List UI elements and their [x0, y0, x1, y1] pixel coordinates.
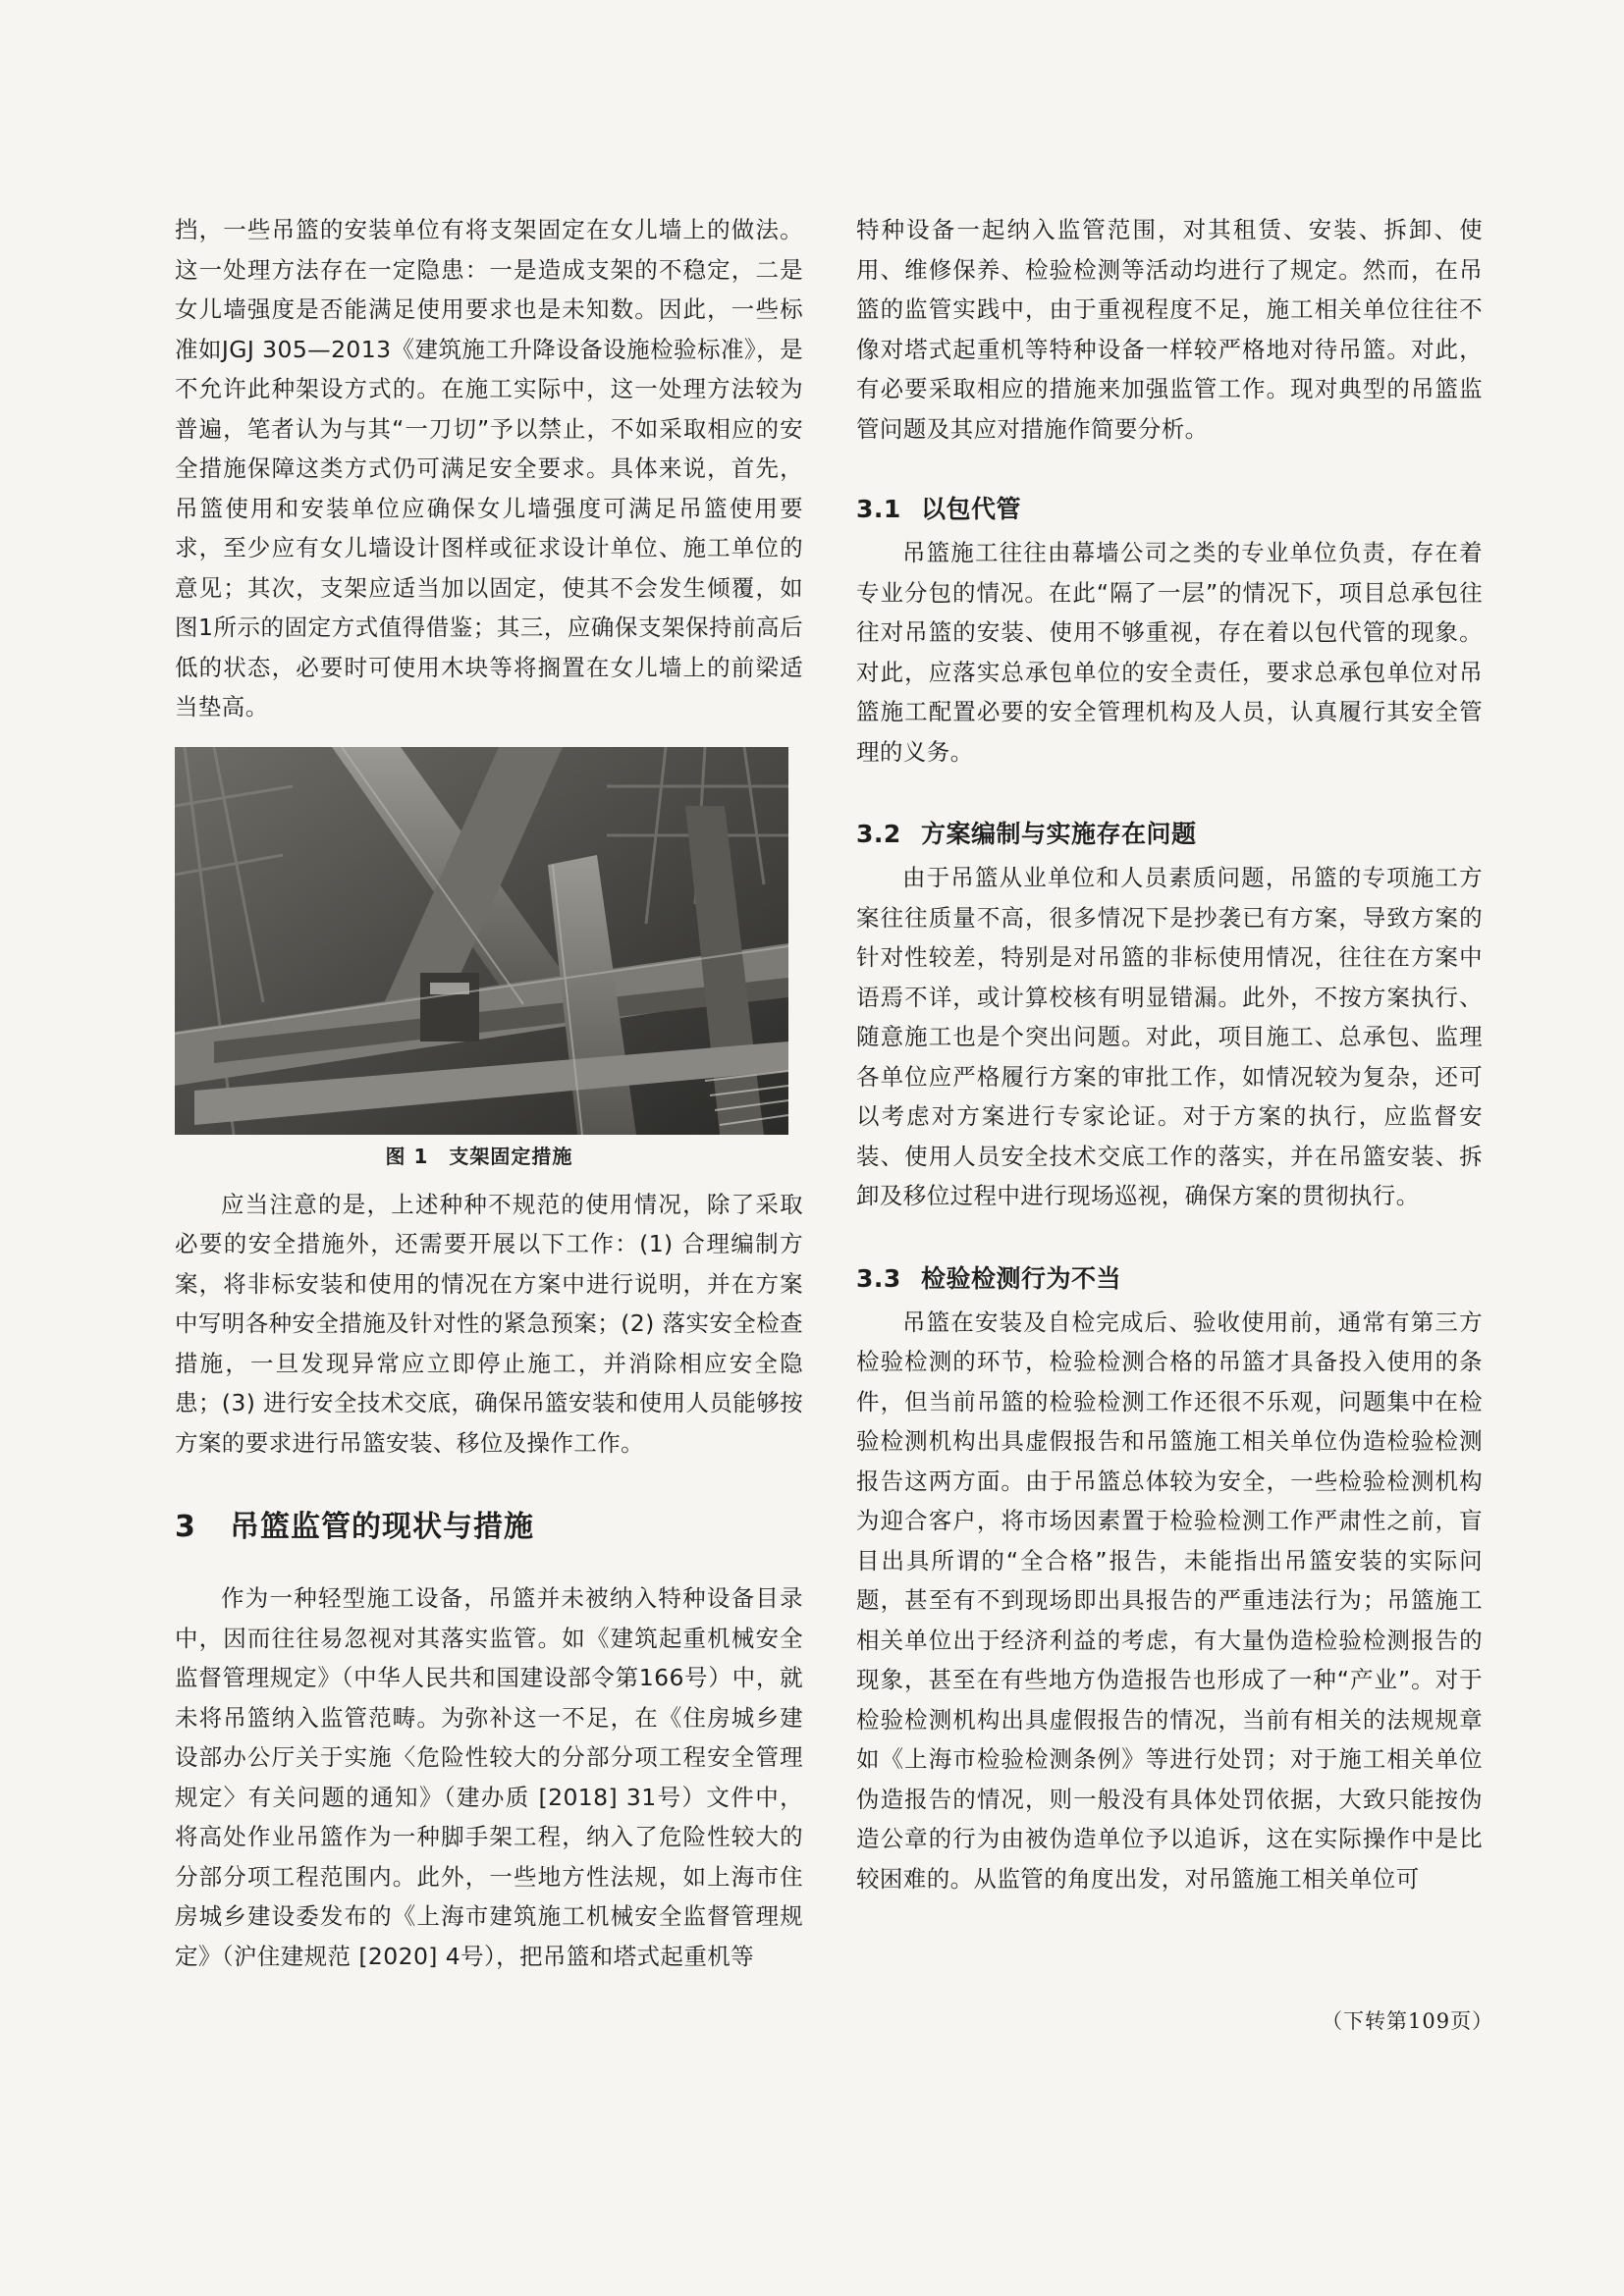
subsection-3-3-heading: [856, 1259, 1483, 1295]
figure-1-photo: [175, 747, 788, 1135]
body-paragraph: 应当注意的是，上述种种不规范的使用情况，除了采取必要的安全措施外，还需要开展以下工作：(1) 合理编制方案，将非标安装和使用的情况在方案中进行说明，并在方案中写明各种安全措施及针对性的紧急预案；(2) 落实安全检查措施，一旦发现异常应立即停止施工，并消除相应安全隐患；(3) 进行安全技术交底，确保吊篮安装和使用人员能够按方案的要求进行吊篮安装、移位及操作工作。: [175, 1190, 803, 1457]
body-paragraph: 挡，一些吊篮的安装单位有将支架固定在女儿墙上的做法。这一处理方法存在一定隐患：一是造成支架的不稳定，二是女儿墙强度是否能满足使用要求也是未知数。因此，一些标准如JGJ 305—2013《建筑施工升降设备设施检验标准》，是不允许此种架设方式的。在施工实际中，这一处理方法较为普遍，笔者认为与其“一刀切”予以禁止，不如采取相应的安全措施保障这类方式仍可满足安全要求。具体来说，首先，吊篮使用和安装单位应确保女儿墙强度可满足吊篮使用要求，至少应有女儿墙设计图样或征求设计单位、施工单位的意见；其次，支架应适当加以固定，使其不会发生倾覆，如图1所示的固定方式值得借鉴；其三，应确保支架保持前高后低的状态，必要时可使用木块等将搁置在女儿墙上的前梁适当垫高。: [175, 216, 803, 721]
subsection-number: 3.1: [856, 495, 901, 523]
subsection-title: 检验检测行为不当: [921, 1263, 1122, 1293]
body-paragraph: 特种设备一起纳入监管范围，对其租赁、安装、拆卸、使用、维修保养、检验检测等活动均进行了规定。然而，在吊篮的监管实践中，由于重视程度不足，施工相关单位往往不像对塔式起重机等特种设备一样较严格地对待吊篮。对此，有必要采取相应的措施来加强监管工作。现对典型的吊篮监管问题及其应对措施作简要分析。: [856, 216, 1483, 443]
section-number: 3: [175, 1510, 196, 1544]
section-title: 吊篮监管的现状与措施: [230, 1510, 534, 1544]
continued-note: （下转第109页）: [1322, 2009, 1494, 2033]
subsection-3-1-heading: [856, 490, 1483, 525]
figure-1: [175, 747, 803, 1169]
subsection-title: 方案编制与实施存在问题: [921, 820, 1197, 848]
subsection-title: 以包代管: [921, 495, 1022, 523]
section-3-heading: [175, 1502, 803, 1545]
left-column: [175, 210, 803, 1976]
subsection-number: 3.2: [856, 820, 901, 848]
steel-frame-photo: [175, 747, 788, 1135]
right-column: [856, 210, 1483, 1898]
body-paragraph: 吊篮在安装及自检完成后、验收使用前，通常有第三方检验检测的环节，检验检测合格的吊篮才具备投入使用的条件，但当前吊篮的检验检测工作还很不乐观，问题集中在检验检测机构出具虚假报告和吊篮施工相关单位伪造检验检测报告这两方面。由于吊篮总体较为安全，一些检验检测机构为迎合客户，将市场因素置于检验检测工作严肃性之前，盲目出具所谓的“全合格”报告，未能指出吊篮安装的实际问题，甚至有不到现场即出具报告的严重违法行为；吊篮施工相关单位出于经济利益的考虑，有大量伪造检验检测报告的现象，甚至在有些地方伪造报告也形成了一种“产业”。对于检验检测机构出具虚假报告的情况，当前有相关的法规规章如《上海市检验检测条例》等进行处罚；对于施工相关单位伪造报告的情况，则一般没有具体处罚依据，大致只能按伪造公章的行为由被伪造单位予以追诉，这在实际操作中是比较困难的。从监管的角度出发，对吊篮施工相关单位可: [856, 1308, 1483, 1893]
figure-1-caption: 图 1 支架固定措施: [385, 1144, 573, 1168]
body-paragraph: 吊篮施工往往由幕墙公司之类的专业单位负责，存在着专业分包的情况。在此“隔了一层”的情况下，项目总承包往往对吊篮的安装、使用不够重视，存在着以包代管的现象。对此，应落实总承包单位的安全责任，要求总承包单位对吊篮施工配置必要的安全管理机构及人员，认真履行其安全管理的义务。: [856, 539, 1483, 766]
subsection-3-2-heading: [856, 815, 1483, 850]
subsection-number: 3.3: [856, 1263, 901, 1293]
body-paragraph: 作为一种轻型施工设备，吊篮并未被纳入特种设备目录中，因而往往易忽视对其落实监管。如《建筑起重机械安全监督管理规定》（中华人民共和国建设部令第166号）中，就未将吊篮纳入监管范畴。为弥补这一不足，在《住房城乡建设部办公厅关于实施〈危险性较大的分部分项工程安全管理规定〉有关问题的通知》（建办质 [2018] 31号）文件中，将高处作业吊篮作为一种脚手架工程，纳入了危险性较大的分部分项工程范围内。此外，一些地方性法规，如上海市住房城乡建设委发布的《上海市建筑施工机械安全监督管理规定》（沪住建规范 [2020] 4号），把吊篮和塔式起重机等: [175, 1584, 803, 1970]
body-paragraph: 由于吊篮从业单位和人员素质问题，吊篮的专项施工方案往往质量不高，很多情况下是抄袭已有方案，导致方案的针对性较差，特别是对吊篮的非标使用情况，往往在方案中语焉不详，或计算校核有明显错漏。此外，不按方案执行、随意施工也是个突出问题。对此，项目施工、总承包、监理各单位应严格履行方案的审批工作，如情况较为复杂，还可以考虑对方案进行专家论证。对于方案的执行，应监督安装、使用人员安全技术交底工作的落实，并在吊篮安装、拆卸及移位过程中进行现场巡视，确保方案的贯彻执行。: [856, 864, 1483, 1209]
